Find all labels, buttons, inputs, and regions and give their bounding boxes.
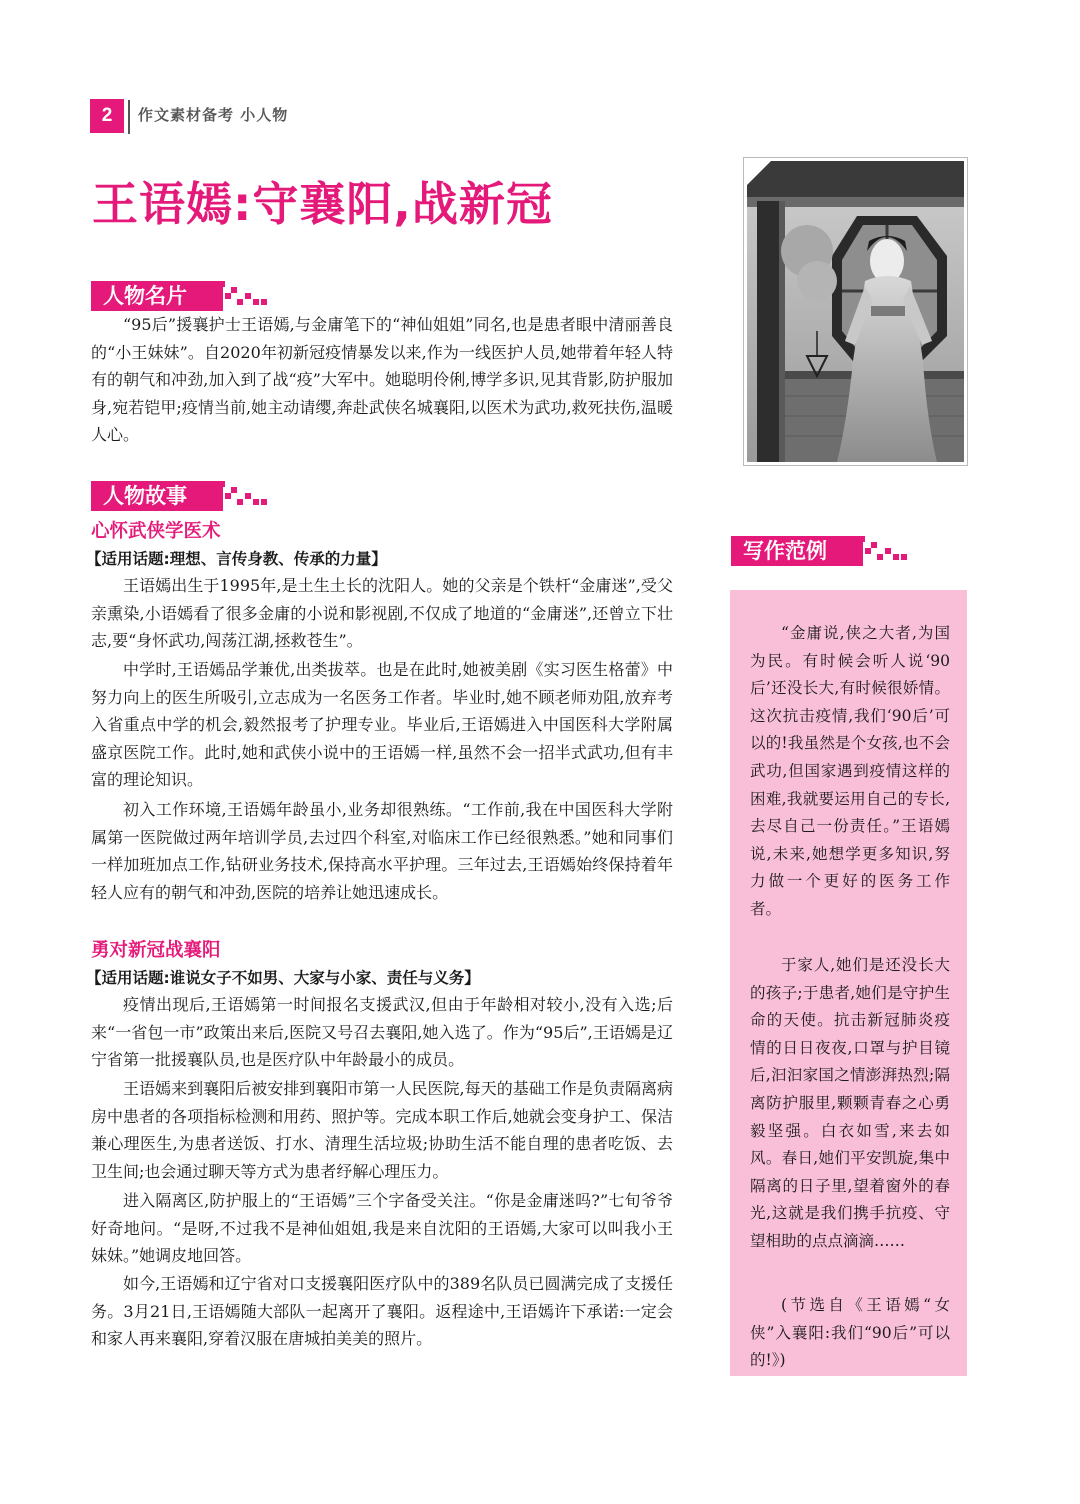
section-tab-example	[731, 536, 863, 566]
story1-paragraph-2: 中学时,王语嫣品学兼优,出类拔萃。也是在此时,她被美剧《实习医生格蕾》中努力向上的医生所吸引,立志成为一名医务工作者。毕业时,她不顾老师劝阻,放弃考入省重点中学的机会,毅然报考了护理专业。毕业后,王语嫣进入中国医科大学附属盛京医院工作。此时,她和武侠小说中的王语嫣一样,虽然不会一招半式武功,但有丰富的理论知识。	[91, 660, 673, 789]
story2-paragraph-3: 进入隔离区,防护服上的“王语嫣”三个字备受关注。“你是金庸迷吗?”七旬爷爷好奇地问。“是呀,不过我不是神仙姐姐,我是来自沈阳的王语嫣,大家可以叫我小王妹妹。”她调皮地回答。	[91, 1191, 673, 1265]
story2-paragraph-1: 疫情出现后,王语嫣第一时间报名支援武汉,但由于年龄相对较小,没有入选;后来“一省包一市”政策出来后,医院又号召去襄阳,她入选了。作为“95后”,王语嫣是辽宁省第一批援襄队员,也是医疗队中年龄最小的成员。	[91, 995, 673, 1069]
tab-pixel-decoration	[851, 536, 907, 566]
article-title: 王语嫣:守襄阳,战新冠	[92, 177, 553, 231]
example-paragraph-2: 于家人,她们是还没长大的孩子;于患者,她们是守护生命的天使。抗击新冠肺炎疫情的日日夜夜,口罩与护目镜后,汩汩家国之情澎湃热烈;隔离防护服里,颗颗青春之心勇毅坚强。白衣如雪,来去如风。春日,她们平安凯旋,集中隔离的日子里,望着窗外的春光,这就是我们携手抗疫、守望相助的点点滴滴……	[750, 956, 950, 1250]
tab-pixel-decoration	[211, 481, 267, 511]
story2-heading: 勇对新冠战襄阳	[91, 940, 221, 961]
portrait-photo	[744, 158, 967, 465]
story1-paragraph-1: 王语嫣出生于1995年,是土生土长的沈阳人。她的父亲是个铁杆“金庸迷”,受父亲熏染,小语嫣看了很多金庸的小说和影视剧,不仅成了地道的“金庸迷”,还曾立下壮志,要“身怀武功,闯荡江湖,拯救苍生”。	[91, 576, 673, 650]
page-number: 2	[90, 99, 124, 133]
section-tab-example-label: 写作范例	[743, 538, 827, 563]
hanfu-woman-photo	[747, 161, 964, 462]
story2-paragraph-4: 如今,王语嫣和辽宁省对口支援襄阳医疗队中的389名队员已圆满完成了支援任务。3月21日,王语嫣随大部队一起离开了襄阳。返程途中,王语嫣许下承诺:一定会和家人再来襄阳,穿着汉服在唐城拍美美的照片。	[91, 1274, 673, 1348]
example-paragraph-1: “金庸说,侠之大者,为国为民。有时候会听人说‘90后’还没长大,有时候很娇情。这次抗击疫情,我们‘90后’可以的!我虽然是个女孩,也不会武功,但国家遇到疫情这样的困难,我就要运用自己的专长,去尽自己一份责任。”王语嫣说,未来,她想学更多知识,努力做一个更好的医务工作者。	[750, 624, 950, 918]
running-title: 作文素材备考 小人物	[138, 106, 289, 124]
section-tab-story	[91, 481, 223, 511]
profile-paragraph: “95后”援襄护士王语嫣,与金庸笔下的“神仙姐姐”同名,也是患者眼中清丽善良的“小王妹妹”。自2020年初新冠疫情暴发以来,作为一线医护人员,她带着年轻人特有的朝气和冲劲,加入到了战“疫”大军中。她聪明伶俐,博学多识,见其背影,防护服加身,宛若铠甲;疫情当前,她主动请缨,奔赴武侠名城襄阳,以医术为武功,救死扶伤,温暖人心。	[91, 315, 673, 444]
story2-paragraph-2: 王语嫣来到襄阳后被安排到襄阳市第一人民医院,每天的基础工作是负责隔离病房中患者的各项指标检测和用药、照护等。完成本职工作后,她就会变身护工、保洁兼心理医生,为患者送饭、打水、清理生活垃圾;协助生活不能自理的患者吃饭、去卫生间;也会通过聊天等方式为患者纾解心理压力。	[91, 1079, 673, 1181]
section-tab-profile	[91, 281, 223, 311]
story1-paragraph-3: 初入工作环境,王语嫣年龄虽小,业务却很熟练。“工作前,我在中国医科大学附属第一医院做过两年培训学员,去过四个科室,对临床工作已经很熟悉。”她和同事们一样加班加点工作,钻研业务技术,保持高水平护理。三年过去,王语嫣始终保持着年轻人应有的朝气和冲劲,医院的培养让她迅速成长。	[91, 800, 673, 902]
tab-pixel-decoration	[211, 281, 267, 311]
story1-heading: 心怀武侠学医术	[91, 521, 221, 542]
section-tab-profile-label: 人物名片	[103, 283, 187, 308]
section-tab-story-label: 人物故事	[103, 483, 187, 508]
story2-topic: 【适用话题:谁说女子不如男、大家与小家、责任与义务】	[86, 969, 480, 987]
story1-topic: 【适用话题:理想、言传身教、传承的力量】	[86, 550, 387, 568]
header-divider	[128, 100, 130, 134]
photo-corner-fold	[744, 158, 774, 188]
example-source: (节选自《王语嫣“女侠”入襄阳:我们“90后”可以的!》)	[750, 1296, 950, 1370]
